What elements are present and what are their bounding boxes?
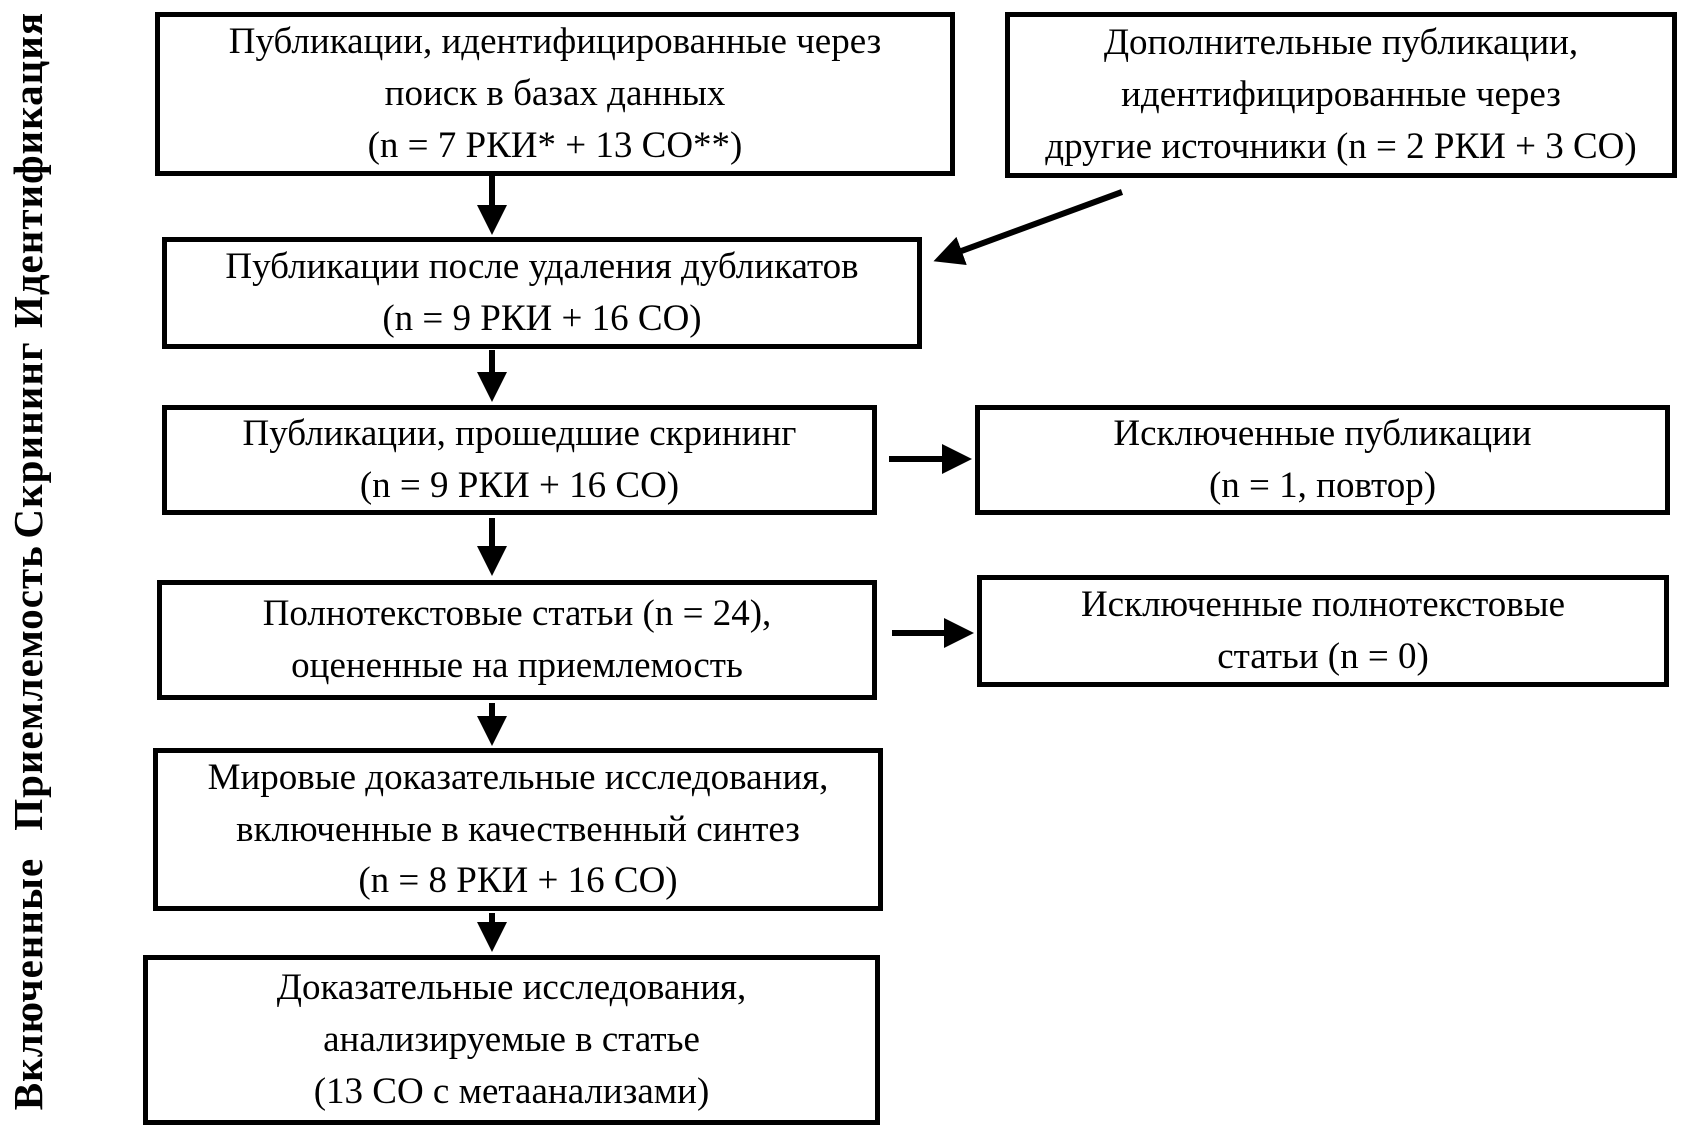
- stage-label-eligibility: Приемлемость: [5, 545, 51, 831]
- box-identified-via-databases: Публикации, идентифицированные через поиск в базах данных (n = 7 РКИ* + 13 СО**): [155, 12, 955, 176]
- box-analyzed-in-article: Доказательные исследования, анализируемые в статье (13 СО с метаанализами): [143, 955, 880, 1125]
- box-excluded-publications: Исключенные публикации (n = 1, повтор): [975, 405, 1670, 515]
- box-fulltext-assessed: Полнотекстовые статьи (n = 24), оцененные на приемлемость: [157, 580, 877, 700]
- box-excluded-fulltext: Исключенные полнотекстовые статьи (n = 0): [977, 575, 1669, 687]
- box-identified-via-other-sources: Дополнительные публикации, идентифицированные через другие источники (n = 2 РКИ + 3 СО): [1005, 12, 1677, 178]
- stage-label-included: Включенные: [5, 857, 51, 1111]
- box-qualitative-synthesis: Мировые доказательные исследования, включенные в качественный синтез (n = 8 РКИ + 16 СО): [153, 748, 883, 911]
- stage-label-screening: Скрининг: [5, 341, 51, 539]
- box-screened-publications: Публикации, прошедшие скрининг (n = 9 РКИ + 16 СО): [162, 405, 877, 515]
- stage-label-identification: Идентификация: [5, 11, 51, 329]
- box-after-duplicates-removed: Публикации после удаления дубликатов (n = 9 РКИ + 16 СО): [162, 237, 922, 349]
- arrow-othersources-to-dedup-icon: [956, 192, 1122, 253]
